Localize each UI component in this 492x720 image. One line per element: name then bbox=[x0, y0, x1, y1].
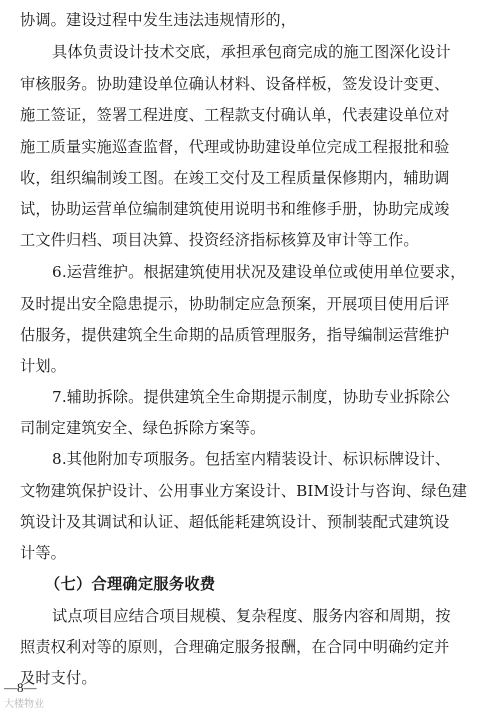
text-line-9: 6.运营维护。根据建筑使用状况及建设单位或使用单位要求， bbox=[52, 263, 466, 281]
text-line-4: 施工签证，签署工程进度、工程款支付确认单，代表建设单位对 bbox=[20, 106, 450, 124]
text-line-11: 估服务，提供建筑全生命期的品质管理服务，指导编制运营维护 bbox=[20, 326, 450, 344]
watermark-logo: 大楼物业 bbox=[4, 699, 44, 710]
text-line-10: 及时提出安全隐患提示，协助制定应急预案，开展项目使用后评 bbox=[20, 295, 450, 313]
text-line-15: 8.其他附加专项服务。包括室内精装设计、标识标牌设计、 bbox=[52, 450, 451, 468]
text-line-19: 试点项目应结合项目规模、复杂程度、服务内容和周期，按 bbox=[52, 607, 451, 625]
text-line-5: 施工质量实施巡查监督，代理或协助建设单位完成工程报批和验 bbox=[20, 138, 450, 156]
text-line-2: 具体负责设计技术交底，承担承包商完成的施工图深化设计 bbox=[52, 43, 451, 61]
text-line-20: 照责权利对等的原则，合理确定服务报酬，在合同中明确约定并 bbox=[20, 638, 450, 656]
text-line-13: 7.辅助拆除。提供建筑全生命期提示制度，协助专业拆除公 bbox=[52, 388, 451, 406]
text-line-1: 协调。建设过程中发生违法违规情形的， bbox=[20, 11, 297, 29]
text-line-21: 及时支付。 bbox=[20, 669, 97, 687]
text-line-18: 计等。 bbox=[20, 544, 67, 562]
text-line-12: 计划。 bbox=[20, 357, 67, 375]
text-line-16: 文物建筑保护设计、公用事业方案设计、BIM设计与咨询、绿色建 bbox=[20, 482, 468, 500]
text-line-6: 收，组织编制竣工图。在竣工交付及工程质量保修期内，辅助调 bbox=[20, 169, 450, 187]
text-line-3: 审核服务。协助建设单位确认材料、设备样板，签发设计变更、 bbox=[20, 75, 450, 93]
text-line-14: 司制定建筑安全、绿色拆除方案等。 bbox=[20, 419, 266, 437]
section-heading: （七）合理确定服务收费 bbox=[45, 575, 216, 593]
text-line-17: 筑设计及其调试和认证、超低能耗建筑设计、预制装配式建筑设 bbox=[20, 513, 450, 531]
page-number: —8— bbox=[4, 680, 37, 695]
text-line-8: 工文件归档、项目决算、投资经济指标核算及审计等工作。 bbox=[20, 231, 419, 249]
text-line-7: 试，协助运营单位编制建筑使用说明书和维修手册，协助完成竣 bbox=[20, 200, 450, 218]
